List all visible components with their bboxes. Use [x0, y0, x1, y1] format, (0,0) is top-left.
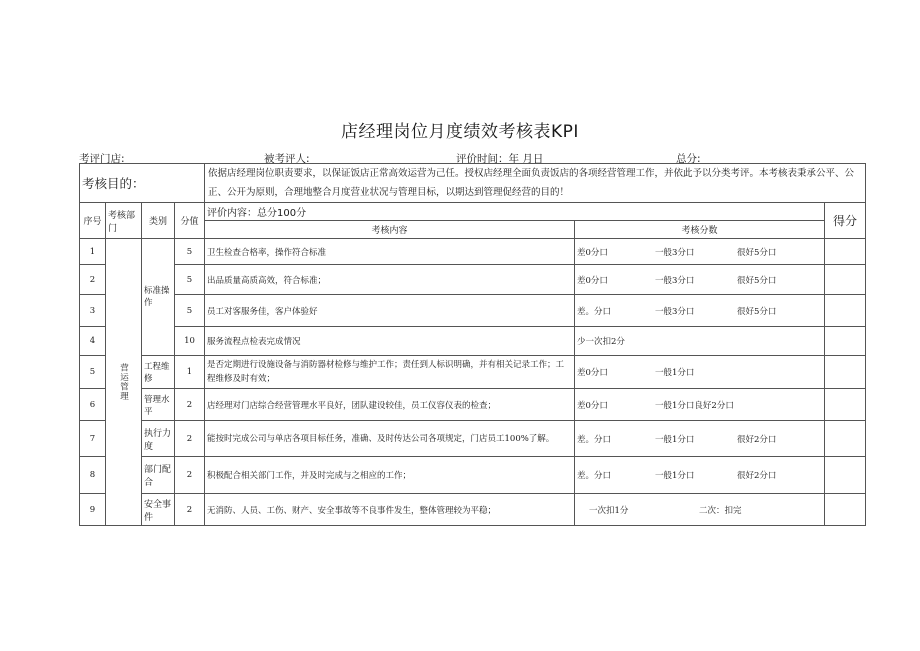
- category-standard: 标准操作: [142, 265, 175, 327]
- meta-eval-time: 评价时间：年 月日: [456, 153, 544, 165]
- row-score[interactable]: [825, 389, 866, 421]
- score-opt-1: 差0分口: [577, 368, 608, 378]
- score-opt-2: 一般1分口良好2分口: [655, 400, 734, 411]
- row-points: 5: [175, 239, 205, 265]
- row-score[interactable]: [825, 421, 866, 457]
- score-opt-2: 一般3分口: [655, 275, 695, 286]
- table-row: [80, 494, 866, 526]
- header-scoring: 考核分数: [575, 221, 825, 239]
- row-points: 1: [175, 356, 205, 389]
- row-seq: 7: [80, 421, 106, 457]
- score-opt-2: 一般3分口: [655, 306, 695, 317]
- score-opt-1: 一次扣1分: [589, 505, 629, 516]
- score-opt-3: 很好5分口: [737, 247, 777, 258]
- score-opt-3: 很好5分口: [737, 275, 777, 286]
- row-seq: 9: [80, 494, 106, 526]
- row-points: 5: [175, 265, 205, 295]
- score-opt-2: 一般3分口: [655, 247, 695, 258]
- row-points: 10: [175, 327, 205, 356]
- row-seq: 6: [80, 389, 106, 421]
- header-category: 类别: [142, 203, 175, 239]
- meta-evaluatee: 被考评人:: [264, 153, 310, 165]
- row-score[interactable]: [825, 265, 866, 295]
- row-seq: 4: [80, 327, 106, 356]
- row-points: 2: [175, 421, 205, 457]
- row-content: 店经理对门店综合经营管理水平良好，团队建设较佳，员工仪容仪表的检查；: [205, 389, 575, 421]
- header-points: 分值: [175, 203, 205, 239]
- row-content: 出品质量高质高效，符合标准；: [205, 265, 575, 295]
- dept-cell: [106, 239, 142, 526]
- row-points: 5: [175, 295, 205, 327]
- score-opt-1: 差。分口: [577, 471, 612, 481]
- header-seq: 序号: [80, 203, 106, 239]
- score-opt-1: 差。分口: [577, 306, 612, 317]
- score-opt-2: 一般1分口: [655, 471, 695, 481]
- score-opt-2: 一般1分口: [655, 434, 695, 445]
- score-opt-2: 一般1分口: [655, 368, 695, 378]
- page-title: 店经理岗位月度绩效考核表KPI: [341, 122, 579, 142]
- table-row: [80, 239, 866, 265]
- header-dept: 考核部门: [106, 203, 142, 239]
- row-seq: 1: [80, 239, 106, 265]
- row-scoring: [575, 239, 825, 265]
- row-score[interactable]: [825, 356, 866, 389]
- category-safety: 安全事件: [142, 494, 175, 526]
- meta-total: 总分:: [676, 153, 701, 165]
- goal-label: 考核目的：: [80, 164, 205, 203]
- row-content: 卫生检查合格率，操作符合标准: [205, 239, 575, 265]
- row-scoring: [575, 494, 825, 526]
- row-score[interactable]: [825, 295, 866, 327]
- header-content-group: 评价内容：总分100分: [205, 203, 825, 221]
- category-coordination: 部门配合: [142, 457, 175, 494]
- row-score[interactable]: [825, 327, 866, 356]
- row-seq: 3: [80, 295, 106, 327]
- row-content: 是否定期进行设施设备与消防器材检修与维护工作；责任到人标识明确，并有相关记录工作；工程维修及时有效；: [205, 356, 575, 389]
- row-content: 员工对客服务佳，客户体验好: [205, 295, 575, 327]
- row-scoring: [575, 295, 825, 327]
- row-scoring: [575, 421, 825, 457]
- goal-row: [80, 164, 866, 203]
- row-seq: 8: [80, 457, 106, 494]
- table-row: [80, 295, 866, 327]
- category-management: 管理水平: [142, 389, 175, 421]
- header-score: 得分: [825, 203, 866, 239]
- category-engineering: 工程维修: [142, 356, 175, 389]
- row-content: 服务流程点检表完成情况: [205, 327, 575, 356]
- row-seq: 2: [80, 265, 106, 295]
- score-opt-1: 差0分口: [577, 247, 608, 258]
- row-scoring: [575, 265, 825, 295]
- row-content: 能按时完成公司与单店各项目标任务，准确、及时传达公司各项规定，门店员工100%了解。: [205, 421, 575, 457]
- dept-name: 营运管理: [118, 363, 129, 401]
- score-opt-3: 很好2分口: [737, 434, 777, 445]
- table-row: [80, 356, 866, 389]
- row-points: 2: [175, 389, 205, 421]
- row-content: 无消防、人员、工伤、财产、安全事故等不良事件发生，整体管理较为平稳；: [205, 494, 575, 526]
- score-opt-3: 二次：扣完: [699, 505, 742, 516]
- row-seq: 5: [80, 356, 106, 389]
- row-score[interactable]: [825, 457, 866, 494]
- table-row: [80, 421, 866, 457]
- score-opt-1: 差。分口: [577, 434, 612, 445]
- row-score[interactable]: [825, 494, 866, 526]
- row-points: 2: [175, 494, 205, 526]
- score-opt-1: 差0分口: [577, 275, 608, 286]
- table-row: [80, 389, 866, 421]
- row-scoring: [575, 457, 825, 494]
- row-scoring: [575, 389, 825, 421]
- score-opt-3: 很好5分口: [737, 306, 777, 317]
- header-content: 考核内容: [205, 221, 575, 239]
- row-points: 2: [175, 457, 205, 494]
- row-scoring: 少一次扣2分: [575, 327, 825, 356]
- row-scoring: [575, 356, 825, 389]
- header-row-1: [80, 203, 866, 221]
- goal-text: 依据店经理岗位职责要求，以保证饭店正常高效运营为己任。授权店经理全面负责饭店的各项经营管理工作，并依此予以分类考评。本考核表秉承公平、公正、公开为原则，合理地整合月度营业状况与管理目标，以期达到管理促经营的目的！: [205, 164, 866, 203]
- table-row: [80, 327, 866, 356]
- row-score[interactable]: [825, 239, 866, 265]
- kpi-table: [79, 163, 866, 526]
- row-content: 积极配合相关部门工作，并及时完成与之相应的工作；: [205, 457, 575, 494]
- category-execution: 执行力度: [142, 421, 175, 457]
- score-opt-1: 差0分口: [577, 400, 608, 411]
- meta-store: 考评门店:: [79, 153, 125, 165]
- table-row: [80, 457, 866, 494]
- score-opt-3: 很好2分口: [737, 471, 777, 481]
- table-row: [80, 265, 866, 295]
